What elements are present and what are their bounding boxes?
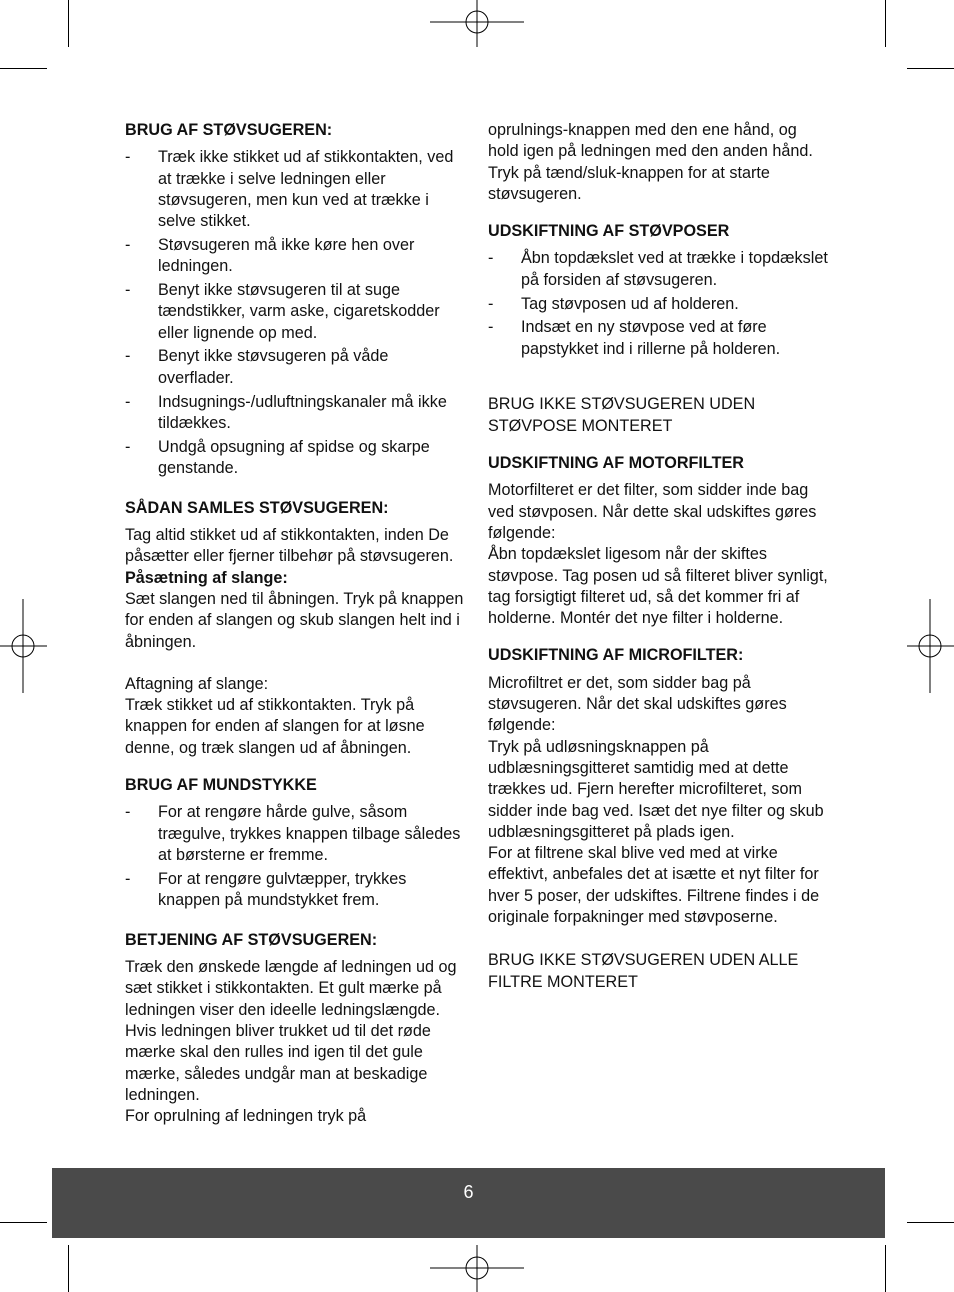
- crop-mark: [885, 1245, 886, 1292]
- crop-mark: [907, 1222, 954, 1223]
- paragraph: For oprulning af ledningen tryk på: [125, 1107, 367, 1126]
- section-heading: UDSKIFTNING AF MICROFILTER:: [488, 646, 744, 665]
- section-heading: UDSKIFTNING AF MOTORFILTER: [488, 454, 744, 473]
- dash-bullet: -: [125, 148, 131, 167]
- paragraph: oprulnings-knappen med den ene hånd, og hold igen på ledningen med den anden hånd.: [488, 121, 813, 161]
- list-item: - For at rengøre hårde gulve, såsom trægulve, trykkes knappen tilbage således at børsterne er fremme.: [125, 803, 461, 864]
- left-column: [125, 120, 467, 1127]
- dash-bullet: -: [125, 347, 131, 366]
- crop-mark: [907, 68, 954, 69]
- paragraph: For at filtrene skal blive ved med at virke effektivt, anbefales det at isætte et nyt filter for hver 5 poser, der udskiftes. Filtrene findes i de originale forpakninger med støvposerne.: [488, 844, 820, 926]
- crop-mark: [885, 0, 886, 47]
- list-item: - Indsæt en ny støvpose ved at føre papstykket ind i rillerne på holderen.: [488, 318, 781, 358]
- page-footer: [52, 1168, 885, 1238]
- dash-bullet: -: [488, 318, 494, 337]
- list-item: - Støvsugeren må ikke køre hen over ledningen.: [125, 235, 415, 276]
- crop-mark: [0, 1222, 47, 1223]
- crop-mark: [0, 68, 47, 69]
- dash-bullet: -: [125, 392, 131, 411]
- bullet-list: [125, 147, 467, 479]
- list-item: - Åbn topdækslet ved at trække i topdækslet på forsiden af støvsugeren.: [488, 249, 828, 289]
- bullet-list: [488, 248, 828, 359]
- page-number: 6: [463, 1182, 474, 1202]
- crop-mark: [68, 0, 69, 47]
- dash-bullet: -: [125, 869, 131, 888]
- section-heading: SÅDAN SAMLES STØVSUGEREN:: [125, 498, 389, 517]
- subheading: Aftagning af slange:: [125, 674, 269, 693]
- list-item: - Tag støvposen ud af holderen.: [488, 294, 828, 315]
- section-heading: UDSKIFTNING AF STØVPOSER: [488, 222, 730, 241]
- section-heading: BRUG AF STØVSUGEREN:: [125, 121, 333, 139]
- subheading: Påsætning af slange:: [125, 568, 288, 587]
- list-item: - Undgå opsugning af spidse og skarpe genstande.: [125, 437, 430, 477]
- paragraph: Træk den ønskede længde af ledningen ud og sæt stikket i stikkontakten. Et gult mærke på ledningen viser den ideelle ledningslængde. Hvis ledningen bliver trukket ud til det røde mærke skal den rulles ind igen til det gule mærke, således undgår man at beskadige ledningen.: [125, 958, 457, 1104]
- paragraph: Sæt slangen ned til åbningen. Tryk på knappen for enden af slangen og skub slangen helt ind i åbningen.: [125, 589, 464, 651]
- dash-bullet: -: [125, 437, 131, 456]
- list-item: - Benyt ikke støvsugeren til at suge tændstikker, varm aske, cigaretskodder eller lignende op med.: [125, 281, 440, 342]
- right-column: [488, 120, 828, 993]
- list-item: - For at rengøre gulvtæpper, trykkes knappen på mundstykket frem.: [125, 869, 407, 909]
- dash-bullet: -: [125, 235, 131, 254]
- registration-mark-right: [907, 599, 954, 693]
- crop-mark: [68, 1245, 69, 1292]
- paragraph: Tryk på udløsningsknappen på udblæsningsgitteret samtidig med at dette trækkes ud. Fjern herefter microfilteret, som sidder inde bag ved. Isæt det nye filter og skub udblæsningsgitteret på plads igen.: [488, 737, 824, 841]
- paragraph: Tryk på tænd/sluk-knappen for at starte støvsugeren.: [488, 163, 770, 203]
- paragraph: Træk stikket ud af stikkontakten. Tryk på knappen for enden af slangen for at løsne denne, og træk slangen ud af åbningen.: [125, 696, 425, 757]
- paragraph: Tag altid stikket ud af stikkontakten, inden De påsætter eller fjerner tilbehør på støvsugeren.: [125, 526, 454, 566]
- warning-text: BRUG IKKE STØVSUGEREN UDEN STØVPOSE MONTERET: [488, 395, 756, 435]
- section-heading: BETJENING AF STØVSUGEREN:: [125, 930, 378, 949]
- registration-mark-bottom: [430, 1245, 524, 1292]
- list-item: - Træk ikke stikket ud af stikkontakten, ved at trække i selve ledningen eller støvsugeren, men kun ved at trække i selve stikket.: [125, 148, 454, 231]
- warning-text: BRUG IKKE STØVSUGEREN UDEN ALLE FILTRE MONTERET: [488, 951, 799, 991]
- paragraph: Åbn topdækslet ligesom når der skiftes støvpose. Tag posen ud så filteret bliver synligt, tag forsigtigt filteret ud, så det kommer fri af holderne. Montér det nye filter i holderne.: [488, 545, 828, 628]
- registration-mark-left: [0, 599, 47, 693]
- dash-bullet: -: [488, 294, 494, 313]
- registration-mark-top: [430, 0, 524, 47]
- dash-bullet: -: [488, 249, 494, 268]
- dash-bullet: -: [125, 281, 131, 300]
- bullet-list: [125, 802, 467, 911]
- list-item: - Indsugnings-/udluftningskanaler må ikke tildækkes.: [125, 392, 447, 432]
- paragraph: Motorfilteret er det filter, som sidder inde bag ved støvposen. Når dette skal udskiftes gøres følgende:: [488, 481, 817, 542]
- paragraph: Microfiltret er det, som sidder bag på støvsugeren. Når det skal udskiftes gøres følgende:: [488, 673, 787, 735]
- list-item: - Benyt ikke støvsugeren på våde overflader.: [125, 347, 389, 387]
- dash-bullet: -: [125, 803, 131, 822]
- section-heading: BRUG AF MUNDSTYKKE: [125, 776, 317, 795]
